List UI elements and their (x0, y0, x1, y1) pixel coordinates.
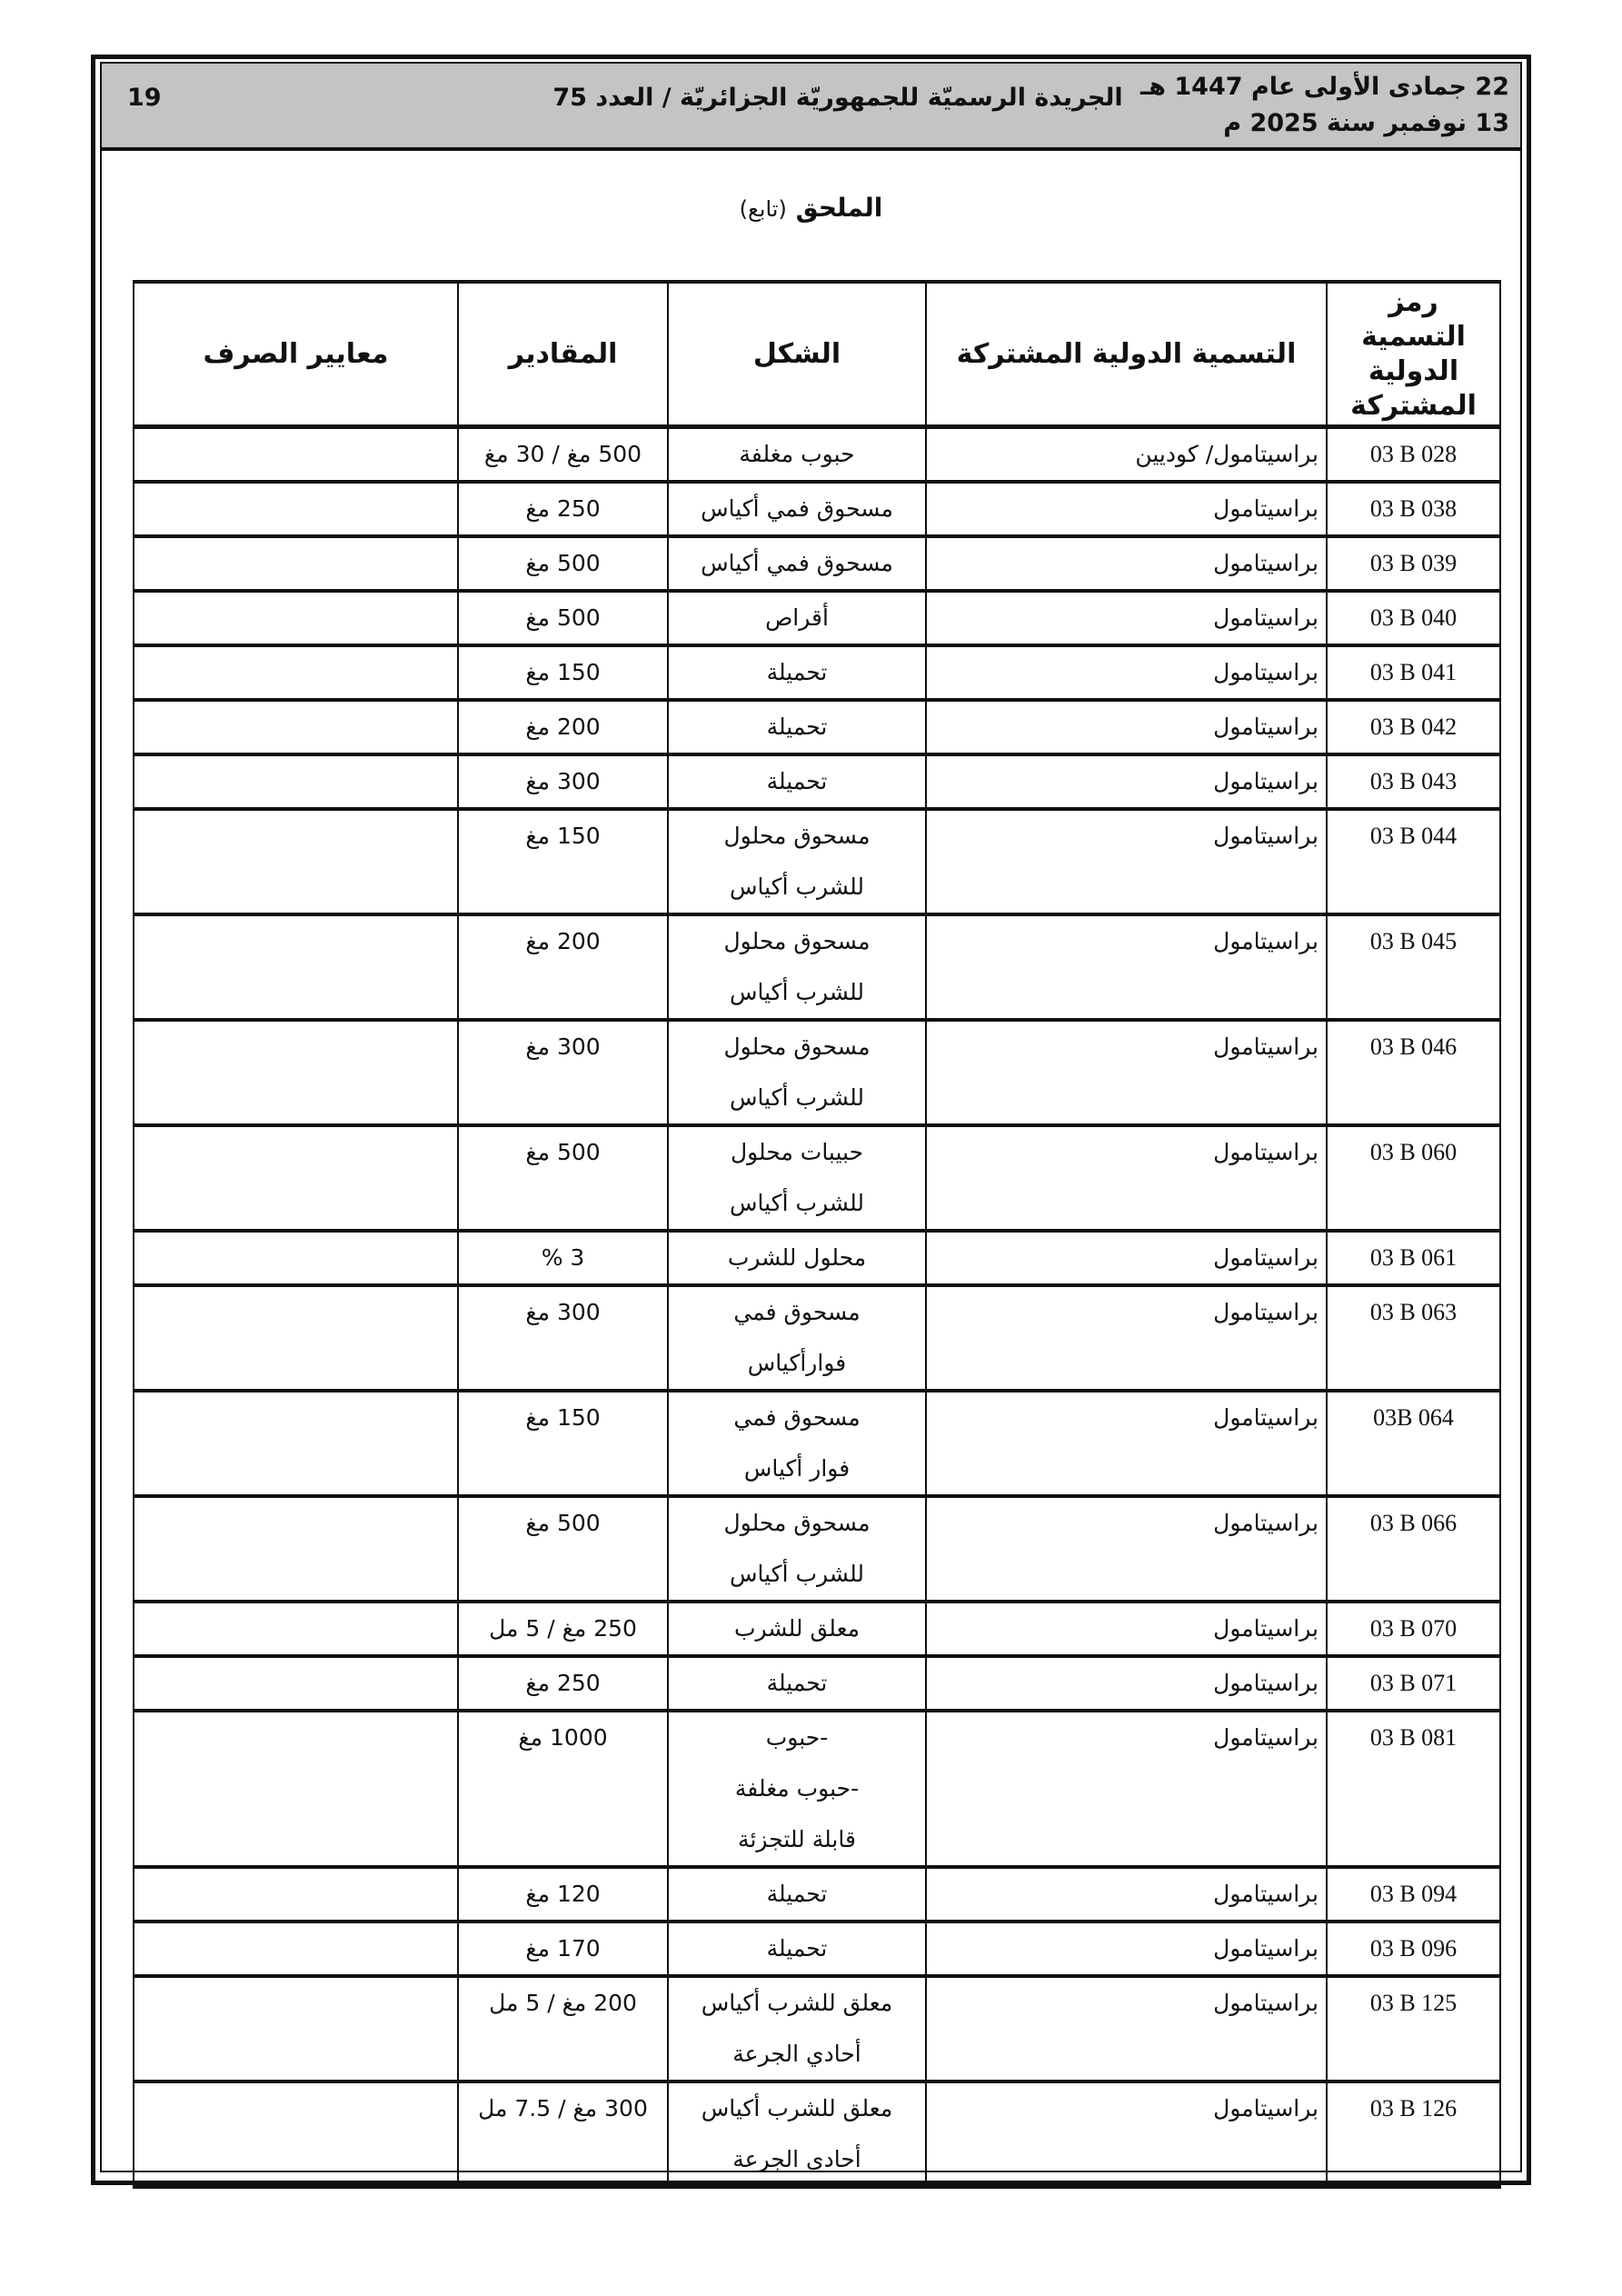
cell-form (668, 427, 926, 483)
table-row (134, 1602, 1500, 1656)
form-line: مسحوق محلول (723, 1033, 871, 1060)
cell-criteria (134, 536, 458, 591)
col-header-dose: المقادير (458, 282, 668, 427)
col-header-criteria: معايير الصرف (134, 282, 458, 427)
cell-name: براسيتامول/ كوديين (926, 427, 1327, 483)
form-line: تحميلة (766, 1670, 828, 1696)
form-line: أحادي الجرعة (732, 2146, 861, 2172)
form-line: -حبوب (765, 1724, 829, 1751)
cell-criteria (134, 1656, 458, 1711)
form-line: حبوب مغلفة (739, 441, 855, 467)
cell-dose: 250 مغ (458, 1656, 668, 1711)
cell-criteria (134, 2081, 458, 2187)
cell-code: 03 B 028 (1327, 427, 1500, 483)
cell-form (668, 1867, 926, 1922)
page-number: 19 (127, 84, 162, 112)
form-line: للشرب أكياس (730, 979, 864, 1005)
cell-form (668, 1391, 926, 1496)
table-row (134, 1976, 1500, 2081)
cell-form (668, 754, 926, 809)
table-row (134, 645, 1500, 700)
cell-name: براسيتامول (926, 1496, 1327, 1602)
table-row (134, 1231, 1500, 1285)
cell-code: 03 B 040 (1327, 591, 1500, 645)
date-gregorian: 13 نوفمبر سنة 2025 م (1223, 109, 1509, 137)
form-line: تحميلة (766, 714, 828, 740)
cell-form (668, 914, 926, 1020)
cell-form (668, 1711, 926, 1867)
col-header-name: التسمية الدولية المشتركة (926, 282, 1327, 427)
cell-name: براسيتامول (926, 645, 1327, 700)
cell-code: 03 B 071 (1327, 1656, 1500, 1711)
medicines-table (133, 280, 1501, 2189)
cell-dose: 200 مغ / 5 مل (458, 1976, 668, 2081)
cell-dose: 200 مغ (458, 914, 668, 1020)
cell-code: 03 B 038 (1327, 482, 1500, 536)
gazette-header (102, 64, 1520, 151)
cell-form (668, 1496, 926, 1602)
cell-form (668, 1976, 926, 2081)
cell-name: براسيتامول (926, 482, 1327, 536)
cell-code: 03 B 061 (1327, 1231, 1500, 1285)
cell-dose: 250 مغ (458, 482, 668, 536)
cell-code: 03 B 081 (1327, 1711, 1500, 1867)
annex-subtitle: (تابع) (739, 196, 787, 222)
cell-criteria (134, 591, 458, 645)
form-line: تحميلة (766, 659, 828, 685)
form-line: للشرب أكياس (730, 1084, 864, 1111)
gazette-title: الجريدة الرسميّة للجمهوريّة الجزائريّة / العدد 75 (552, 84, 1123, 112)
cell-dose: 150 مغ (458, 1391, 668, 1496)
cell-code: 03 B 070 (1327, 1602, 1500, 1656)
table-row (134, 536, 1500, 591)
cell-criteria (134, 1867, 458, 1922)
form-line: مسحوق محلول (723, 823, 871, 849)
cell-form (668, 1125, 926, 1231)
form-line: مسحوق فمي أكياس (701, 495, 893, 522)
cell-name: براسيتامول (926, 1391, 1327, 1496)
cell-code: 03 B 044 (1327, 809, 1500, 914)
table-row (134, 427, 1500, 483)
form-line: مسحوق فمي (733, 1299, 861, 1325)
cell-criteria (134, 1711, 458, 1867)
form-line: فوارأكياس (747, 1350, 847, 1376)
cell-code: 03 B 060 (1327, 1125, 1500, 1231)
cell-name: براسيتامول (926, 1231, 1327, 1285)
form-line: حبيبات محلول (730, 1139, 864, 1165)
table-row (134, 591, 1500, 645)
form-line: مسحوق فمي أكياس (701, 550, 893, 576)
cell-dose: 500 مغ / 30 مغ (458, 427, 668, 483)
cell-dose: 1000 مغ (458, 1711, 668, 1867)
form-line: مسحوق محلول (723, 1510, 871, 1536)
table-row (134, 2081, 1500, 2187)
cell-criteria (134, 427, 458, 483)
form-line: محلول للشرب (727, 1244, 867, 1271)
date-hijri: 22 جمادى الأولى عام 1447 هـ (1140, 73, 1509, 101)
cell-form (668, 1656, 926, 1711)
table-row (134, 754, 1500, 809)
cell-name: براسيتامول (926, 1976, 1327, 2081)
cell-criteria (134, 482, 458, 536)
cell-name: براسيتامول (926, 1922, 1327, 1976)
form-line: أقراص (765, 604, 829, 631)
cell-form (668, 809, 926, 914)
cell-code: 03 B 096 (1327, 1922, 1500, 1976)
form-line: مسحوق فمي (733, 1404, 861, 1431)
cell-criteria (134, 754, 458, 809)
table-row (134, 1656, 1500, 1711)
cell-criteria (134, 1231, 458, 1285)
col-header-code: رمز التسمية الدولية المشتركة (1327, 282, 1500, 427)
cell-criteria (134, 645, 458, 700)
cell-code: 03 B 125 (1327, 1976, 1500, 2081)
cell-dose: 300 مغ (458, 1285, 668, 1391)
cell-dose: 500 مغ (458, 1125, 668, 1231)
cell-form (668, 1020, 926, 1125)
cell-code: 03 B 126 (1327, 2081, 1500, 2187)
cell-criteria (134, 1391, 458, 1496)
cell-form (668, 1285, 926, 1391)
cell-form (668, 1231, 926, 1285)
cell-form (668, 2081, 926, 2187)
cell-form (668, 1602, 926, 1656)
cell-code: 03 B 045 (1327, 914, 1500, 1020)
table-row (134, 1125, 1500, 1231)
cell-criteria (134, 1602, 458, 1656)
cell-criteria (134, 700, 458, 754)
cell-form (668, 1922, 926, 1976)
cell-dose: 250 مغ / 5 مل (458, 1602, 668, 1656)
table-row (134, 700, 1500, 754)
cell-dose: 500 مغ (458, 536, 668, 591)
cell-code: 03 B 046 (1327, 1020, 1500, 1125)
cell-code: 03 B 041 (1327, 645, 1500, 700)
table-row (134, 809, 1500, 914)
cell-code: 03 B 042 (1327, 700, 1500, 754)
cell-criteria (134, 1285, 458, 1391)
cell-dose: 500 مغ (458, 1496, 668, 1602)
cell-name: براسيتامول (926, 700, 1327, 754)
form-line: تحميلة (766, 768, 828, 794)
annex-heading (0, 193, 1622, 223)
cell-form (668, 536, 926, 591)
cell-criteria (134, 1020, 458, 1125)
cell-name: براسيتامول (926, 1602, 1327, 1656)
cell-name: براسيتامول (926, 1656, 1327, 1711)
table-row (134, 1922, 1500, 1976)
form-line: تحميلة (766, 1881, 828, 1907)
table-row (134, 1020, 1500, 1125)
cell-dose: 120 مغ (458, 1867, 668, 1922)
table-body (134, 427, 1500, 2188)
form-line: معلق للشرب أكياس (701, 1990, 893, 2016)
cell-dose: 300 مغ (458, 1020, 668, 1125)
cell-criteria (134, 809, 458, 914)
form-line: مسحوق محلول (723, 928, 871, 954)
cell-code: 03 B 066 (1327, 1496, 1500, 1602)
form-line: معلق للشرب (733, 1615, 861, 1642)
cell-name: براسيتامول (926, 809, 1327, 914)
form-line: للشرب أكياس (730, 1190, 864, 1216)
cell-dose: 300 مغ (458, 754, 668, 809)
table-row (134, 1711, 1500, 1867)
cell-dose: 200 مغ (458, 700, 668, 754)
cell-dose: 300 مغ / 7.5 مل (458, 2081, 668, 2187)
table-row (134, 1496, 1500, 1602)
table-row (134, 1391, 1500, 1496)
table-row (134, 1285, 1500, 1391)
table-row (134, 482, 1500, 536)
cell-name: براسيتامول (926, 591, 1327, 645)
form-line: -حبوب مغلفة (734, 1775, 860, 1802)
cell-code: 03 B 063 (1327, 1285, 1500, 1391)
header-dates (1140, 69, 1509, 142)
cell-dose: 170 مغ (458, 1922, 668, 1976)
form-line: أحادي الجرعة (732, 2041, 861, 2067)
cell-name: براسيتامول (926, 1020, 1327, 1125)
cell-code: 03B 064 (1327, 1391, 1500, 1496)
cell-criteria (134, 1496, 458, 1602)
cell-code: 03 B 094 (1327, 1867, 1500, 1922)
cell-name: براسيتامول (926, 1711, 1327, 1867)
table-row (134, 914, 1500, 1020)
cell-name: براسيتامول (926, 536, 1327, 591)
cell-criteria (134, 1922, 458, 1976)
cell-dose: 3 % (458, 1231, 668, 1285)
cell-name: براسيتامول (926, 1867, 1327, 1922)
cell-name: براسيتامول (926, 1125, 1327, 1231)
cell-name: براسيتامول (926, 754, 1327, 809)
cell-name: براسيتامول (926, 1285, 1327, 1391)
form-line: للشرب أكياس (730, 1561, 864, 1587)
cell-dose: 150 مغ (458, 809, 668, 914)
form-line: تحميلة (766, 1935, 828, 1962)
form-line: فوار أكياس (743, 1455, 851, 1482)
cell-name: براسيتامول (926, 2081, 1327, 2187)
annex-title: الملحق (795, 193, 883, 223)
table-row (134, 1867, 1500, 1922)
cell-form (668, 700, 926, 754)
cell-code: 03 B 043 (1327, 754, 1500, 809)
cell-name: براسيتامول (926, 914, 1327, 1020)
col-header-form: الشكل (668, 282, 926, 427)
cell-criteria (134, 1976, 458, 2081)
cell-criteria (134, 914, 458, 1020)
cell-code: 03 B 039 (1327, 536, 1500, 591)
form-line: للشرب أكياس (730, 873, 864, 900)
cell-dose: 500 مغ (458, 591, 668, 645)
form-line: قابلة للتجزئة (738, 1826, 856, 1852)
cell-dose: 150 مغ (458, 645, 668, 700)
cell-criteria (134, 1125, 458, 1231)
form-line: معلق للشرب أكياس (701, 2095, 893, 2121)
cell-form (668, 645, 926, 700)
cell-form (668, 591, 926, 645)
cell-form (668, 482, 926, 536)
table-header-row (134, 282, 1500, 427)
